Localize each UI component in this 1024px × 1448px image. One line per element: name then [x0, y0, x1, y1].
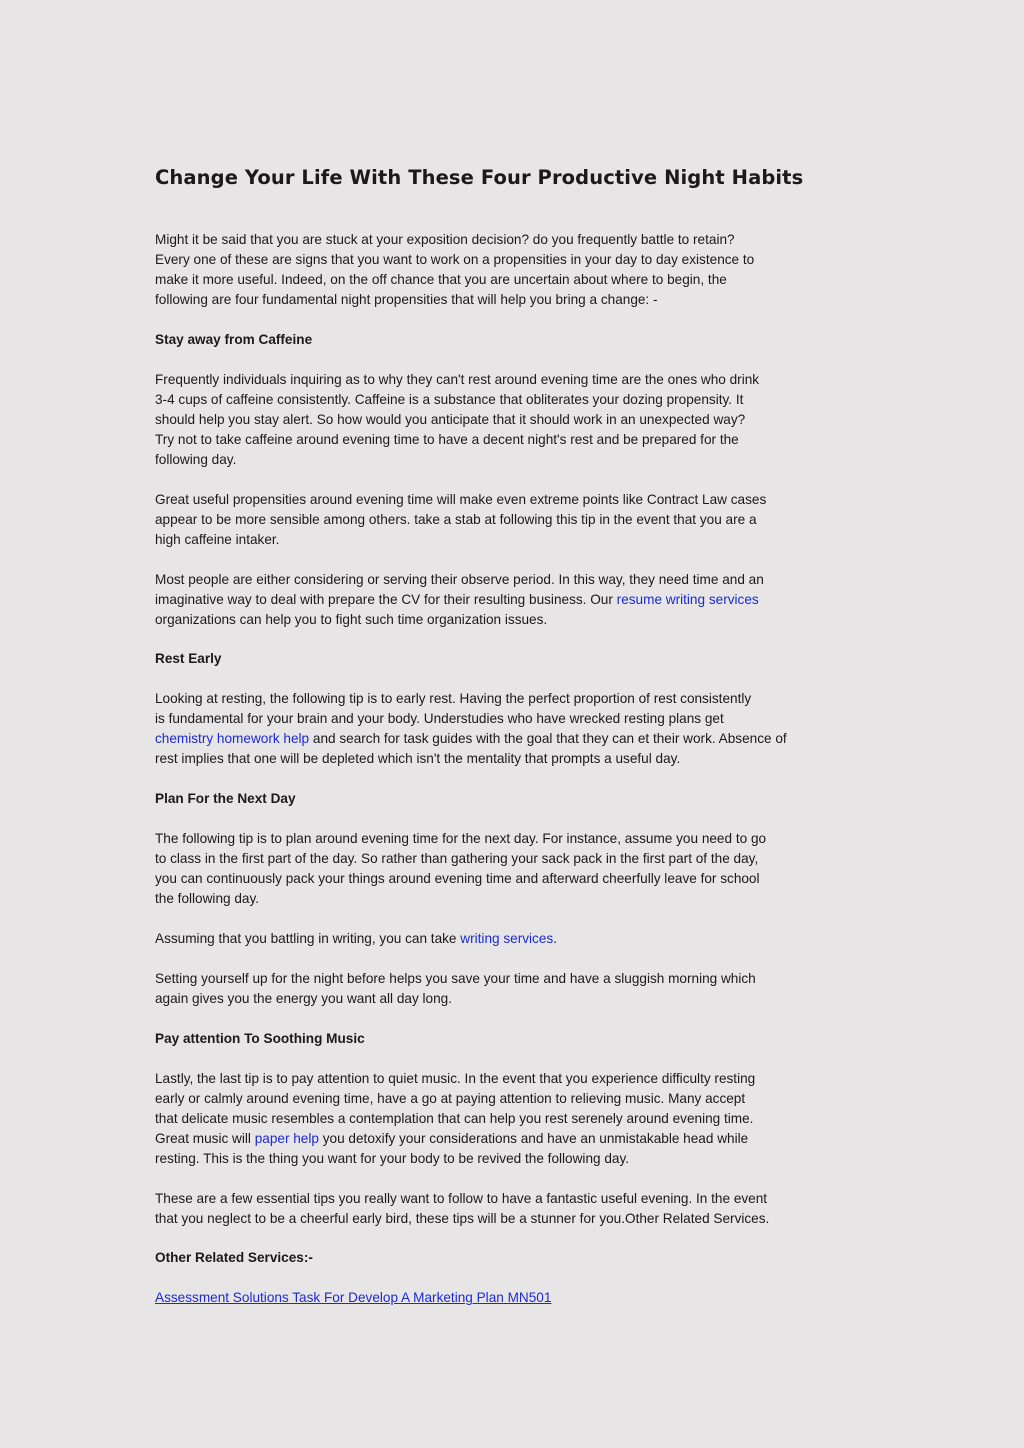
text-line: that you neglect to be a cheerful early bird, these tips will be a stunner for you.Other Related Services.: [155, 1210, 770, 1226]
writing-services-link[interactable]: writing services: [460, 931, 554, 947]
text-line: make it more useful. Indeed, on the off chance that you are uncertain about where to begin, the: [155, 272, 727, 287]
text-line: you can continuously pack your things around evening time and afterward cheerfully leave for school: [155, 871, 760, 887]
text-line: following are four fundamental night propensities that will help you bring a change: -: [155, 292, 658, 307]
text-line: Try not to take caffeine around evening time to have a decent night's rest and be prepared for the: [155, 431, 739, 447]
section-heading-related: Other Related Services:-: [155, 1250, 313, 1266]
text-line: imaginative way to deal with prepare the CV for their resulting business. Our: [155, 591, 617, 607]
caffeine-paragraph-2: [155, 490, 875, 550]
section-heading-music: Pay attention To Soothing Music: [155, 1030, 365, 1046]
text-line: Assuming that you battling in writing, you can take: [155, 931, 461, 947]
section-heading-plan: Plan For the Next Day: [155, 791, 296, 807]
text-line: Looking at resting, the following tip is to early rest. Having the perfect proportion of rest consistently: [155, 691, 752, 707]
paper-help-link[interactable]: paper help: [254, 1130, 319, 1146]
rest-early-paragraph: [155, 689, 875, 769]
text-line: resting. This is the thing you want for your body to be revived the following day.: [155, 1150, 630, 1166]
text-line: Setting yourself up for the night before helps you save your time and have a sluggish morning which: [155, 970, 756, 986]
music-paragraph: [155, 1069, 875, 1169]
plan-paragraph-3: [155, 969, 875, 1009]
resume-writing-services-link[interactable]: resume writing services: [616, 591, 759, 607]
section-heading-caffeine: Stay away from Caffeine: [155, 331, 313, 347]
text-line: The following tip is to plan around evening time for the next day. For instance, assume you need to go: [155, 831, 767, 847]
section-heading-rest-early: Rest Early: [155, 651, 222, 667]
text-line: again gives you the energy you want all day long.: [155, 990, 452, 1006]
text-line: Lastly, the last tip is to pay attention to quiet music. In the event that you experience difficulty resting: [155, 1070, 756, 1086]
text-line: organizations can help you to fight such time organization issues.: [155, 611, 548, 627]
text-line: appear to be more sensible among others. take a stab at following this tip in the event that you are a: [155, 511, 757, 527]
intro-paragraph: [155, 230, 875, 310]
plan-paragraph-1: [155, 829, 875, 909]
text-line: These are a few essential tips you really want to follow to have a fantastic useful evening. In the event: [155, 1190, 768, 1206]
article-title: Change Your Life With These Four Productive Night Habits: [155, 166, 804, 189]
text-line: early or calmly around evening time, have a go at paying attention to relieving music. Many accept: [155, 1090, 746, 1106]
text-line: 3-4 cups of caffeine consistently. Caffeine is a substance that obliterates your dozing propensity. It: [155, 391, 744, 407]
text-line: is fundamental for your brain and your body. Understudies who have wrecked resting plans get: [155, 711, 724, 727]
text-line: and search for task guides with the goal that they can et their work. Absence of: [309, 731, 787, 747]
plan-paragraph-2: [155, 929, 875, 949]
text-line: high caffeine intaker.: [155, 531, 280, 547]
text-line: Every one of these are signs that you want to work on a propensities in your day to day existence to: [155, 252, 755, 267]
text-line: Frequently individuals inquiring as to why they can't rest around evening time are the ones who drink: [155, 371, 760, 387]
chemistry-homework-help-link[interactable]: chemistry homework help: [155, 731, 310, 747]
closing-paragraph: [155, 1189, 875, 1229]
caffeine-paragraph-3: [155, 570, 875, 630]
article-body: [155, 230, 875, 1328]
text-line: Might it be said that you are stuck at your exposition decision? do you frequently battle to retain?: [155, 232, 735, 247]
text-line: you detoxify your considerations and have an unmistakable head while: [318, 1130, 749, 1146]
text-line: following day.: [155, 451, 237, 467]
text-line: to class in the first part of the day. So rather than gathering your sack pack in the first part of the day,: [155, 851, 759, 867]
related-link-paragraph: [155, 1288, 875, 1308]
text-line: Great music will: [155, 1130, 255, 1146]
text-line: Most people are either considering or serving their observe period. In this way, they need time and an: [155, 571, 764, 587]
text-line: the following day.: [155, 891, 260, 907]
text-line: Great useful propensities around evening time will make even extreme points like Contract Law cases: [155, 491, 767, 507]
assessment-solutions-link[interactable]: Assessment Solutions Task For Develop A Marketing Plan MN501: [155, 1290, 552, 1306]
text-line: should help you stay alert. So how would you anticipate that it should work in an unexpected way?: [155, 411, 746, 427]
text-line: rest implies that one will be depleted which isn't the mentality that prompts a useful day.: [155, 751, 681, 767]
caffeine-paragraph-1: [155, 370, 875, 470]
text-line: .: [553, 931, 557, 947]
text-line: that delicate music resembles a contemplation that can help you rest serenely around evening time.: [155, 1110, 754, 1126]
